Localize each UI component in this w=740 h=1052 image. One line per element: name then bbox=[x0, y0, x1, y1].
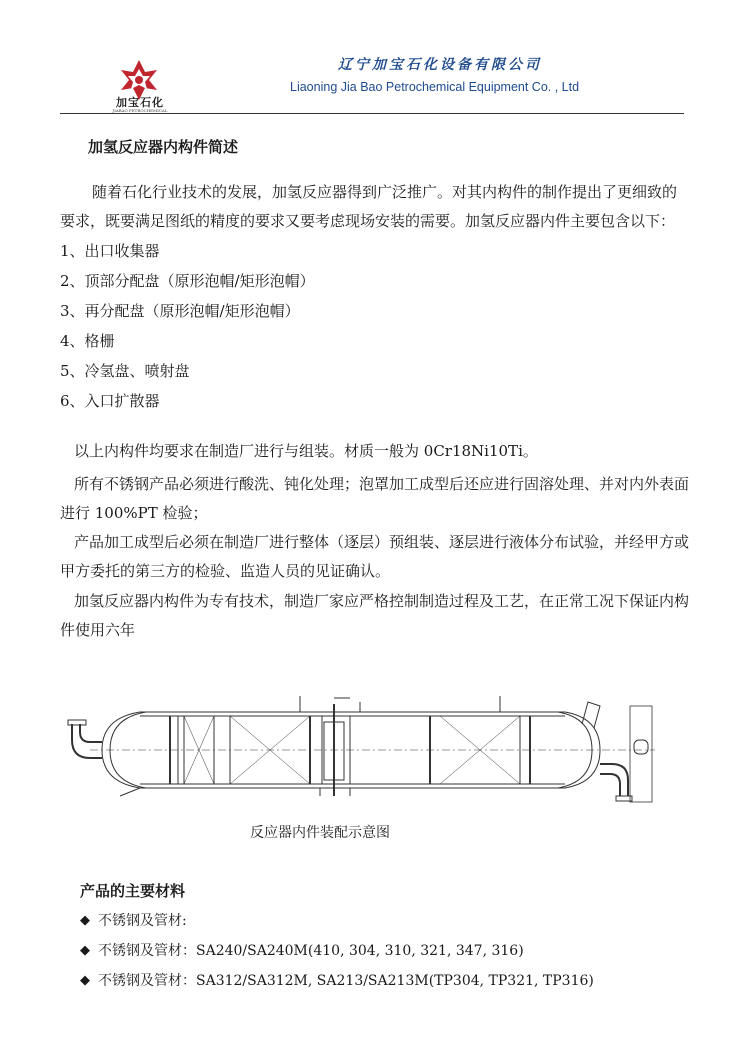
treatment-paragraph: 所有不锈钢产品必须进行酸洗、钝化处理；泡罩加工成型后还应进行固溶处理、并对内外表面进行 100%PT 检验； bbox=[60, 475, 690, 522]
document-title: 加氢反应器内构件简述 bbox=[88, 138, 239, 156]
figure-caption: 反应器内件装配示意图 bbox=[250, 824, 390, 840]
material-paragraph: 以上内构件均要求在制造厂进行与组装。材质一般为 0Cr18Ni10Ti。 bbox=[74, 442, 538, 460]
diamond-bullet-icon: ◆ bbox=[80, 973, 90, 988]
logo-text: 加宝石化 bbox=[116, 96, 164, 109]
company-name-cn: 辽宁加宝石化设备有限公司 bbox=[338, 57, 542, 73]
list-item: 6、入口扩散器 bbox=[60, 392, 160, 410]
page-header bbox=[0, 0, 740, 114]
component-list bbox=[60, 236, 315, 416]
header-divider bbox=[60, 113, 684, 114]
company-name-en: Liaoning Jia Bao Petrochemical Equipment Co. , Ltd bbox=[290, 80, 580, 94]
list-item: 5、冷氢盘、喷射盘 bbox=[60, 362, 190, 380]
technology-paragraph: 加氢反应器内构件为专有技术，制造厂家应严格控制制造过程及工艺，在正常工况下保证内构件使用六年 bbox=[60, 592, 690, 639]
list-item bbox=[80, 906, 594, 936]
list-item: 3、再分配盘（原形泡帽/矩形泡帽） bbox=[60, 302, 300, 320]
list-item: 2、顶部分配盘（原形泡帽/矩形泡帽） bbox=[60, 272, 315, 290]
list-item: 1、出口收集器 bbox=[60, 242, 160, 260]
assembly-paragraph: 产品加工成型后必须在制造厂进行整体（逐层）预组装、逐层进行液体分布试验，并经甲方或甲方委托的第三方的检验、监造人员的见证确认。 bbox=[60, 533, 690, 580]
material-text: 不锈钢及管材：SA240/SA240M(410, 304, 310, 321, 347, 316) bbox=[98, 943, 524, 959]
diamond-bullet-icon: ◆ bbox=[80, 913, 90, 928]
list-item: 4、格栅 bbox=[60, 332, 115, 350]
intro-paragraph: 随着石化行业技术的发展，加氢反应器得到广泛推广。对其内构件的制作提出了更细致的要求，既要满足图纸的精度的要求又要考虑现场安装的需要。加氢反应器内件主要包含以下： bbox=[60, 183, 678, 230]
materials-list bbox=[80, 906, 594, 996]
list-item bbox=[80, 966, 594, 996]
diamond-bullet-icon: ◆ bbox=[80, 943, 90, 958]
list-item bbox=[80, 936, 594, 966]
material-text: 不锈钢及管材：SA312/SA312M, SA213/SA213M(TP304, TP321, TP316) bbox=[98, 973, 594, 989]
logo-subtext: JIABAO PETROCHEMICAL bbox=[112, 108, 168, 113]
materials-title: 产品的主要材料 bbox=[80, 882, 186, 900]
reactor-drawing-icon bbox=[60, 684, 660, 816]
material-text: 不锈钢及管材: bbox=[98, 913, 187, 929]
